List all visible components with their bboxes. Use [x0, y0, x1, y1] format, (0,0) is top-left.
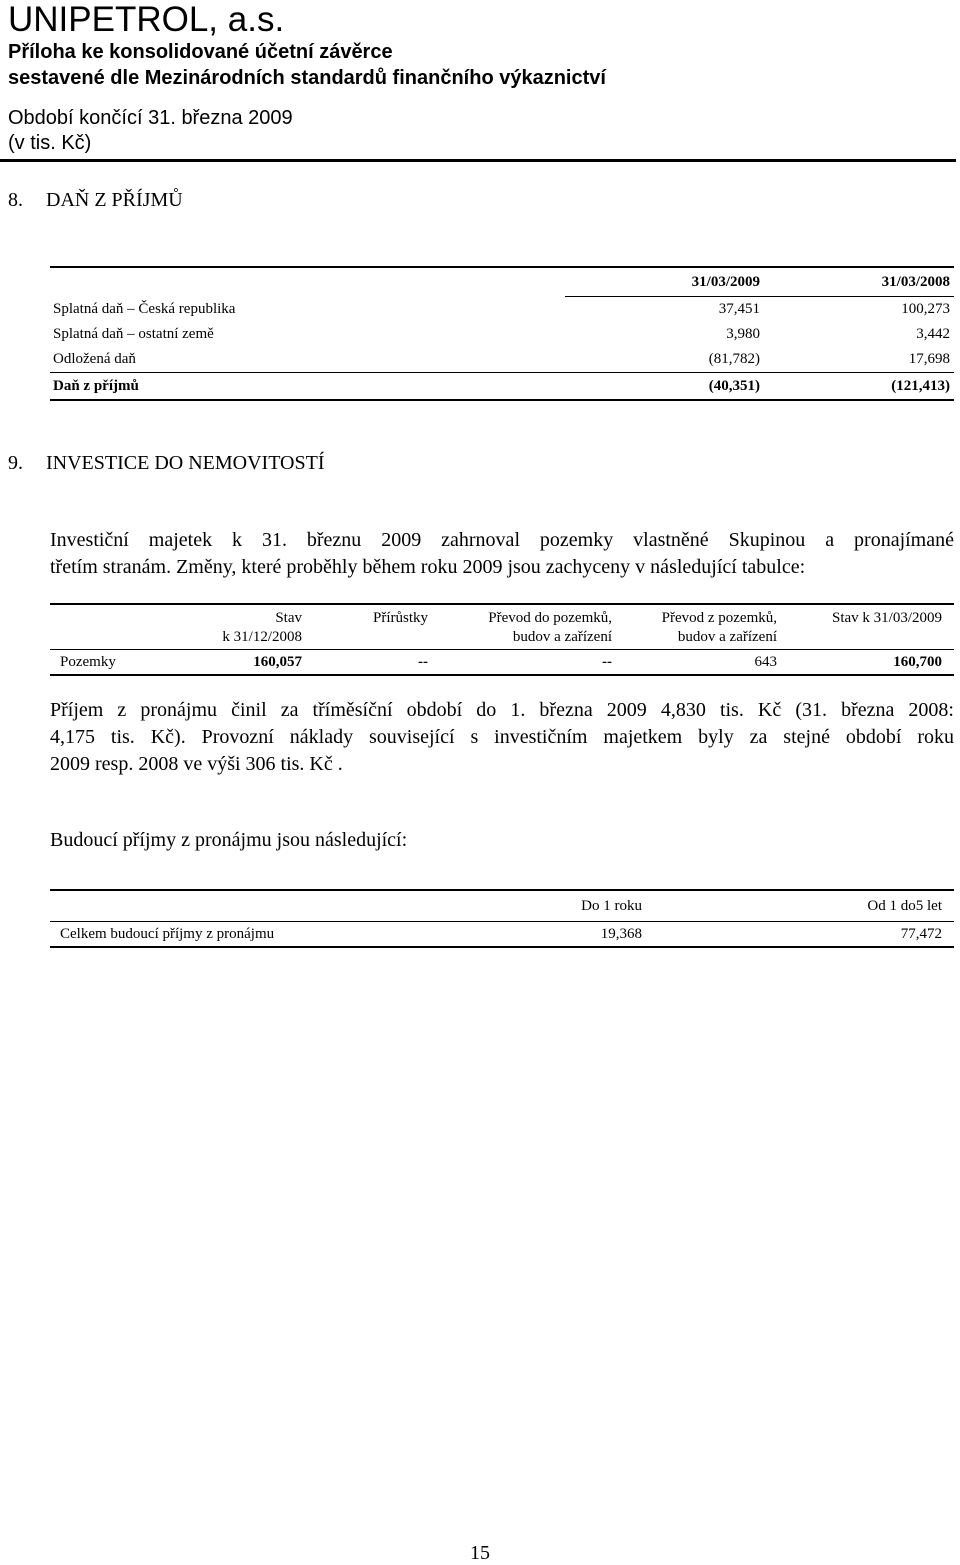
table-row — [50, 922, 954, 948]
cell-2008: 17,698 — [908, 351, 950, 367]
report-period: Období končící 31. března 2009 — [8, 107, 293, 129]
paragraph-line: Budoucí příjmy z pronájmu jsou následující: — [50, 829, 408, 851]
cell-do-1-roku: 19,368 — [290, 922, 642, 948]
col-header-stav-date: k 31/12/2008 — [130, 628, 302, 650]
section-8-number: 8. — [8, 189, 23, 211]
page-number: 15 — [470, 1542, 490, 1564]
cell-prirustky: -- — [302, 650, 432, 676]
row-label: Odložená daň — [53, 351, 136, 367]
col-header-2009: 31/03/2009 — [565, 267, 780, 297]
table-header-row — [50, 890, 954, 922]
report-subtitle-2: sestavené dle Mezinárodních standardů finančního výkaznictví — [8, 67, 606, 89]
col-header-stav-end: Stav k 31/03/2009 — [777, 604, 954, 628]
table-header-row — [50, 604, 954, 628]
table-row — [50, 650, 954, 676]
col-header-prevod-do-2: budov a zařízení — [432, 628, 612, 650]
investment-paragraph — [50, 527, 954, 581]
table-row — [50, 347, 954, 373]
report-subtitle-1: Příloha ke konsolidované účetní závěrce — [8, 41, 393, 63]
col-header-prevod-do: Převod do pozemků, — [432, 604, 612, 628]
section-8-title: DAŇ Z PŘÍJMŮ — [46, 189, 183, 211]
cell-stav-end: 160,700 — [777, 650, 954, 676]
cell-2009: 37,451 — [718, 301, 760, 317]
paragraph-line: třetím stranám. Změny, které proběhly během roku 2009 jsou zachyceny v následující tabulce: — [50, 556, 806, 578]
col-header-prirustky: Přírůstky — [302, 604, 432, 628]
report-units: (v tis. Kč) — [8, 132, 92, 154]
section-9-title: INVESTICE DO NEMOVITOSTÍ — [46, 452, 325, 474]
cell-2008: 100,273 — [901, 301, 950, 317]
total-2008: (121,413) — [780, 373, 954, 401]
col-header-od-1-do-5-let: Od 1 do5 let — [642, 890, 954, 922]
cell-prevod-do: -- — [432, 650, 612, 676]
col-header-prevod-z-2: budov a zařízení — [612, 628, 777, 650]
table-row — [50, 297, 954, 323]
cell-stav: 160,057 — [130, 650, 302, 676]
cell-2008: 3,442 — [916, 326, 950, 342]
table-row — [50, 322, 954, 347]
col-header-2008: 31/03/2008 — [780, 267, 954, 297]
section-8-heading — [8, 188, 183, 212]
paragraph-line: 2009 resp. 2008 ve výši 306 tis. Kč . — [50, 753, 343, 775]
cell-2009: 3,980 — [726, 326, 760, 342]
income-tax-table — [50, 266, 954, 401]
row-label: Celkem budoucí příjmy z pronájmu — [50, 922, 290, 948]
col-header-stav: Stav — [130, 604, 302, 628]
total-2009: (40,351) — [565, 373, 780, 401]
paragraph-line: Příjem z pronájmu činil za tříměsíční období do 1. března 2009 4,830 tis. Kč (31. března 2008: — [50, 699, 954, 721]
table-header-row — [50, 267, 954, 297]
investment-property-table — [50, 603, 954, 676]
table-total-row — [50, 373, 954, 401]
table-header-row-2 — [50, 628, 954, 650]
total-label: Daň z příjmů — [50, 373, 565, 401]
col-header-prevod-z: Převod z pozemků, — [612, 604, 777, 628]
company-name: UNIPETROL, a.s. — [8, 0, 285, 39]
header-divider — [0, 159, 956, 162]
row-label: Splatná daň – Česká republika — [53, 300, 236, 317]
section-9-number: 9. — [8, 452, 23, 474]
future-rental-income-table — [50, 889, 954, 948]
rental-income-paragraph — [50, 697, 954, 778]
cell-2009: (81,782) — [708, 351, 760, 367]
col-header-do-1-roku: Do 1 roku — [290, 890, 642, 922]
section-9-heading — [8, 451, 325, 475]
cell-od-1-do-5-let: 77,472 — [642, 922, 954, 948]
future-income-intro — [50, 827, 954, 854]
row-label: Pozemky — [50, 650, 130, 676]
row-label: Splatná daň – ostatní země — [53, 326, 214, 342]
paragraph-line: Investiční majetek k 31. březnu 2009 zahrnoval pozemky vlastněné Skupinou a pronajímané — [50, 529, 954, 551]
paragraph-line: 4,175 tis. Kč). Provozní náklady související s investičním majetkem byly za stejné období roku — [50, 726, 954, 748]
cell-prevod-z: 643 — [612, 650, 777, 676]
